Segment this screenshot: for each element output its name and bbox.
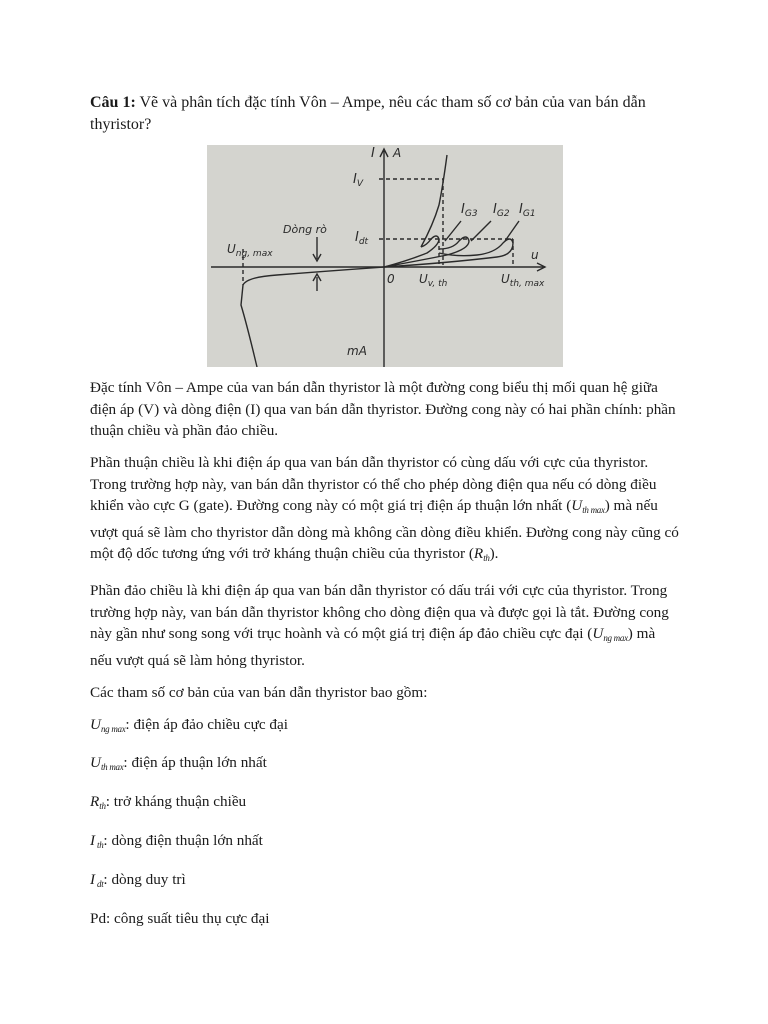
axis-i-label: I	[371, 146, 375, 161]
axis-u-label: u	[531, 248, 539, 262]
iv-characteristic-diagram	[207, 145, 563, 367]
iv-label: $I_V$	[353, 172, 364, 189]
param-item: $R_{th}$: trở kháng thuận chiều	[90, 793, 247, 812]
document-page	[90, 92, 680, 942]
uthmax-label: $U_{th, max}$	[501, 272, 545, 289]
param-item: Pd: công suất tiêu thụ cực đại	[90, 909, 270, 927]
origin-label: 0	[387, 272, 395, 286]
ma-label: mA	[347, 344, 367, 358]
paragraph-forward: Phần thuận chiều là khi điện áp qua van bán dẫn thyristor có cùng dấu với cực của thyristor. Trong trường hợp này, van bán dẫn thyristor có thể cho phép dòng điện qua nếu có dòng điều khiển vào cực G (gate). Đường cong này có một giá trị điện áp thuận lớn nhất $(U_{th max})$ mà nếu vượt quá sẽ làm cho thyristor dẫn dòng mà không cần dòng điều khiển. Đường cong này cũng có một độ dốc tương ứng với trở kháng thuận chiều của thyristor $(R_{th})$.	[90, 454, 679, 563]
paragraph-overview: Đặc tính Vôn – Ampe của van bán dẫn thyristor là một đường cong biểu thị mối quan hệ giữa điện áp (V) và dòng điện (I) qua van bán dẫn thyristor. Đường cong này có hai phần chính: phần thuận chiều và phần đảo chiều.	[90, 379, 676, 439]
ung-max-label: $U_{ng, max}$	[227, 242, 273, 259]
ig1-label: $I_{G1}$	[519, 202, 536, 219]
paragraph-reverse: Phần đảo chiều là khi điện áp qua van bán dẫn thyristor có dấu trái với cực của thyristor. Trong trường hợp này, van bán dẫn thyristor không cho dòng điện qua và được gọi là tắt. Đường cong này gần như song song với trục hoành và có một giá trị điện áp đảo chiều cực đại $(U_{ng max})$ mà nếu vượt quá sẽ làm hỏng thyristor.	[90, 582, 669, 669]
param-item: I $_{dt}$: dòng duy trì	[90, 871, 186, 890]
axis-a-label: A	[393, 146, 402, 160]
thyristor-iv-figure	[207, 145, 563, 367]
question-label: Câu 1:	[90, 94, 136, 111]
idt-label: $I_{dt}$	[355, 230, 369, 247]
param-item: $U_{th max}$: điện áp thuận lớn nhất	[90, 754, 267, 773]
param-item: I $_{th}$: dòng điện thuận lớn nhất	[90, 832, 263, 851]
ig3-label: $I_{G3}$	[461, 202, 478, 219]
uvth-label: $U_{v, th}$	[419, 272, 448, 289]
question-heading	[90, 92, 680, 136]
paragraph-params-intro: Các tham số cơ bản của van bán dẫn thyristor bao gồm:	[90, 683, 428, 701]
question-text: Vẽ và phân tích đặc tính Vôn – Ampe, nêu các tham số cơ bản của van bán dẫn thyristor?	[90, 94, 646, 133]
leakage-current-label: Dòng rò	[283, 223, 327, 236]
param-item: $U_{ng max}$: điện áp đảo chiều cực đại	[90, 715, 288, 734]
ig2-label: $I_{G2}$	[493, 202, 510, 219]
